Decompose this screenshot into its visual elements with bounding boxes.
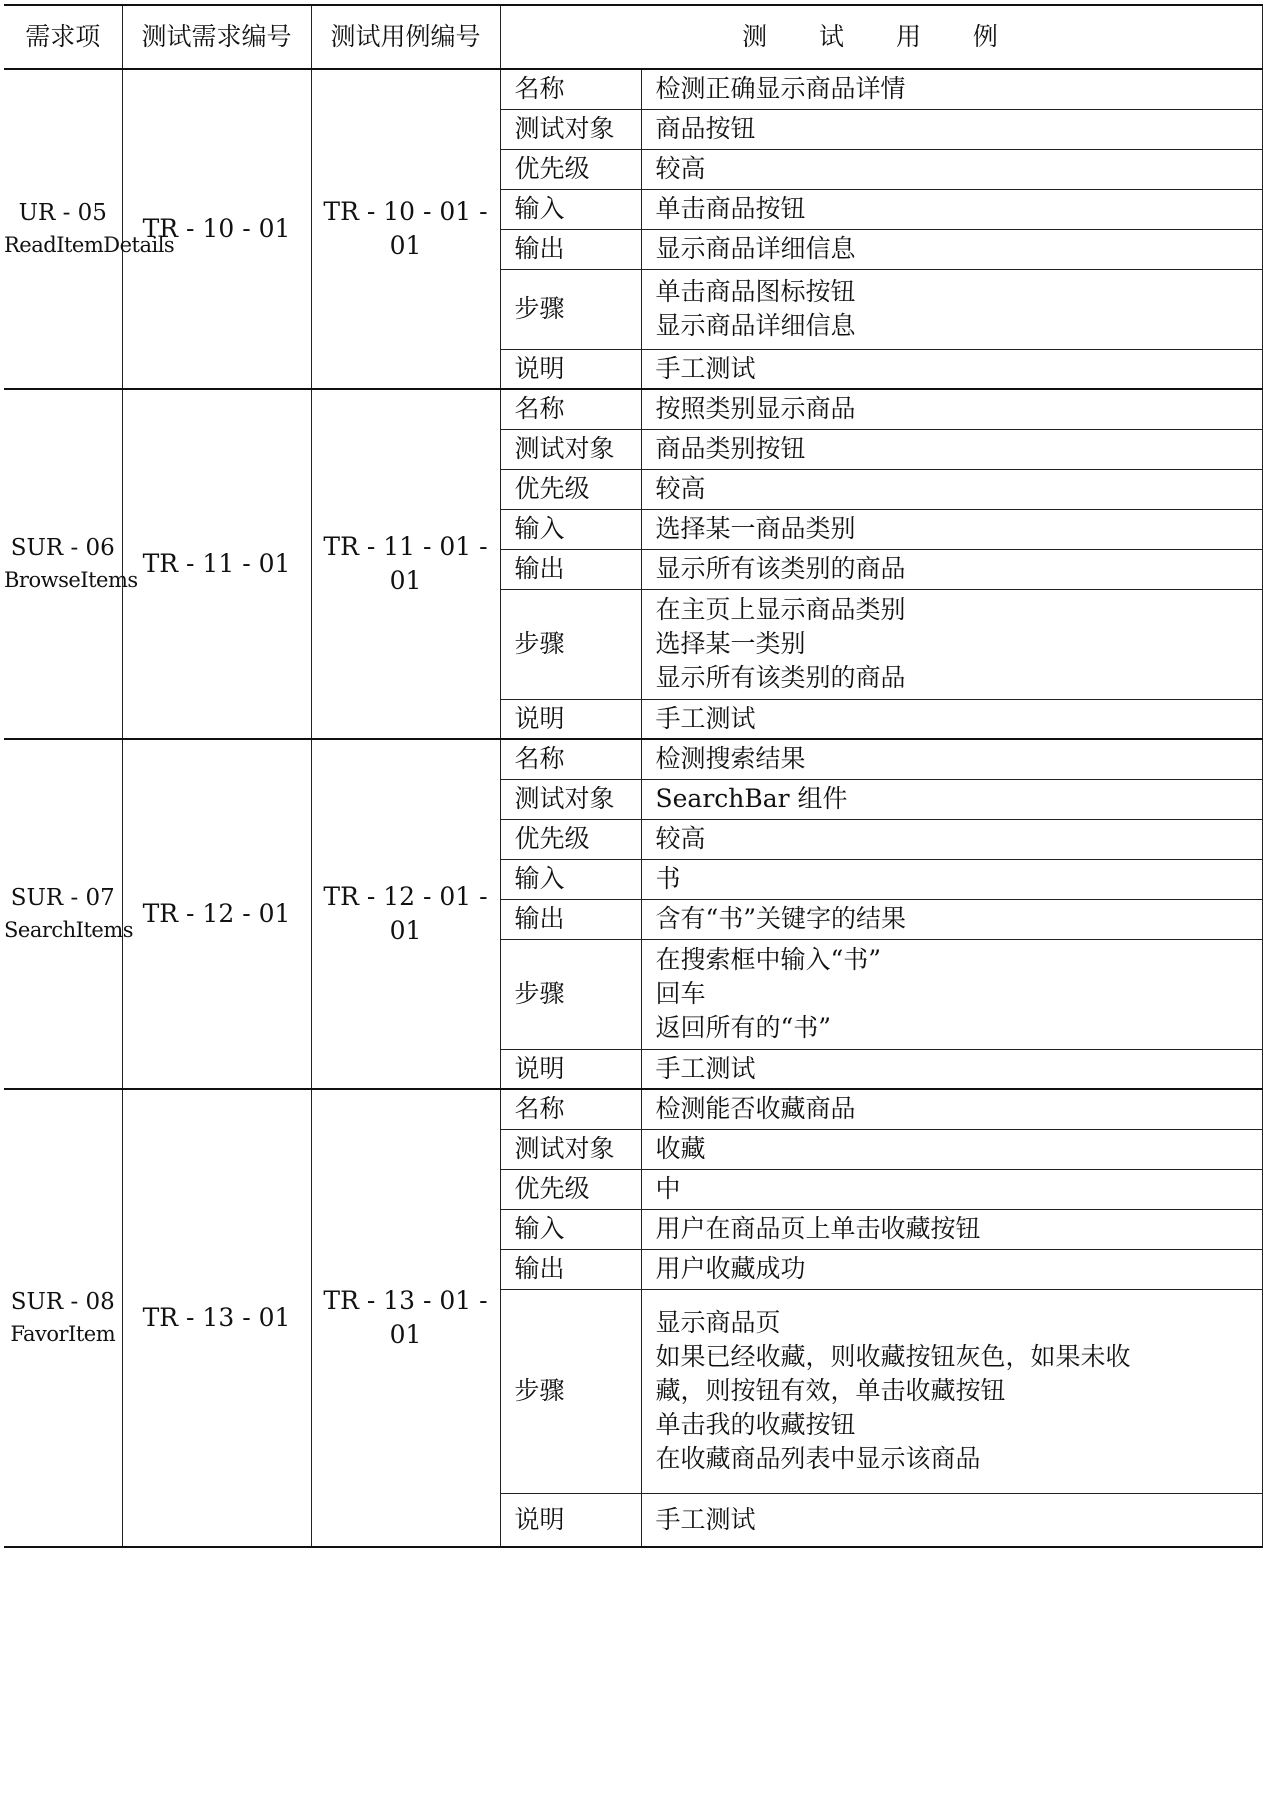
field-value bbox=[641, 1493, 1262, 1547]
test-case-group bbox=[4, 1089, 1262, 1547]
field-value bbox=[641, 1049, 1262, 1089]
value-line: 单击商品图标按钮 bbox=[655, 277, 856, 306]
table-row bbox=[4, 1089, 1262, 1129]
value-line: 显示商品详细信息 bbox=[655, 311, 856, 340]
value-line: 较高 bbox=[655, 474, 706, 503]
value-line: 显示所有该类别的商品 bbox=[655, 663, 906, 692]
value-line: 手工测试 bbox=[655, 353, 756, 383]
field-label: 说明 bbox=[500, 699, 641, 739]
field-value bbox=[641, 1209, 1262, 1249]
value-line: 中 bbox=[655, 1174, 681, 1203]
test-requirement-id: TR - 11 - 01 bbox=[122, 389, 311, 739]
field-label: 步骤 bbox=[500, 589, 641, 699]
test-case-id: TR - 10 - 01 - 01 bbox=[311, 69, 500, 389]
value-line: 商品按钮 bbox=[655, 114, 756, 143]
field-label: 优先级 bbox=[500, 1169, 641, 1209]
test-case-table bbox=[4, 4, 1263, 1548]
page bbox=[4, 4, 1262, 1548]
requirement-name: ReadItemDetails bbox=[4, 233, 175, 257]
header-req: 需求项 bbox=[4, 5, 122, 69]
value-line: 选择某一商品类别 bbox=[655, 514, 856, 543]
value-line: 检测搜索结果 bbox=[655, 744, 806, 774]
table-row bbox=[4, 389, 1262, 429]
value-line: 较高 bbox=[655, 824, 706, 853]
field-value bbox=[641, 739, 1262, 779]
value-line: 商品类别按钮 bbox=[655, 434, 806, 463]
field-label: 测试对象 bbox=[500, 1129, 641, 1169]
requirement-code: UR - 05 bbox=[18, 200, 107, 226]
field-label: 步骤 bbox=[500, 1289, 641, 1493]
value-line: 检测正确显示商品详情 bbox=[655, 74, 906, 104]
value-line: 收藏 bbox=[655, 1134, 706, 1163]
test-case-group bbox=[4, 69, 1262, 389]
field-label: 名称 bbox=[500, 739, 641, 779]
value-line: 单击商品按钮 bbox=[655, 194, 806, 223]
test-requirement-id: TR - 13 - 01 bbox=[122, 1089, 311, 1547]
field-value bbox=[641, 1129, 1262, 1169]
field-label: 说明 bbox=[500, 349, 641, 389]
requirement-name: BrowseItems bbox=[4, 568, 138, 592]
value-line: 用户在商品页上单击收藏按钮 bbox=[655, 1214, 981, 1243]
field-value bbox=[641, 699, 1262, 739]
field-value bbox=[641, 1089, 1262, 1129]
field-value bbox=[641, 549, 1262, 589]
table-row bbox=[4, 69, 1262, 109]
requirement-name: SearchItems bbox=[4, 918, 134, 942]
field-value bbox=[641, 859, 1262, 899]
value-line: 显示商品详细信息 bbox=[655, 234, 856, 263]
field-label: 优先级 bbox=[500, 819, 641, 859]
value-line: 显示所有该类别的商品 bbox=[655, 554, 906, 583]
field-label: 输出 bbox=[500, 1249, 641, 1289]
field-label: 说明 bbox=[500, 1493, 641, 1547]
value-line: 在收藏商品列表中显示该商品 bbox=[655, 1444, 981, 1473]
field-label: 步骤 bbox=[500, 269, 641, 349]
field-value bbox=[641, 939, 1262, 1049]
value-line: 手工测试 bbox=[655, 1504, 756, 1534]
field-label: 测试对象 bbox=[500, 429, 641, 469]
field-label: 输入 bbox=[500, 859, 641, 899]
field-label: 名称 bbox=[500, 389, 641, 429]
requirement-code: SUR - 07 bbox=[10, 885, 115, 911]
field-value bbox=[641, 779, 1262, 819]
header-test-case-id: 测试用例编号 bbox=[311, 5, 500, 69]
value-line: 单击我的收藏按钮 bbox=[655, 1410, 856, 1439]
value-line: 藏，则按钮有效，单击收藏按钮 bbox=[655, 1376, 1006, 1405]
field-label: 输出 bbox=[500, 229, 641, 269]
value-line: 在搜索框中输入“书” bbox=[655, 945, 882, 974]
value-line: 书 bbox=[655, 864, 681, 893]
value-line: 检测能否收藏商品 bbox=[655, 1094, 856, 1124]
value-line: 用户收藏成功 bbox=[655, 1254, 806, 1283]
field-value bbox=[641, 189, 1262, 229]
field-label: 名称 bbox=[500, 1089, 641, 1129]
field-label: 优先级 bbox=[500, 149, 641, 189]
field-value bbox=[641, 429, 1262, 469]
field-value bbox=[641, 149, 1262, 189]
value-line: 返回所有的“书” bbox=[655, 1013, 832, 1042]
requirement-name: FavorItem bbox=[10, 1322, 116, 1346]
field-value bbox=[641, 349, 1262, 389]
field-value bbox=[641, 269, 1262, 349]
value-line: 选择某一类别 bbox=[655, 629, 806, 658]
test-case-id: TR - 11 - 01 - 01 bbox=[311, 389, 500, 739]
table-header bbox=[4, 5, 1262, 69]
test-case-id: TR - 12 - 01 - 01 bbox=[311, 739, 500, 1089]
field-value bbox=[641, 1169, 1262, 1209]
field-value bbox=[641, 69, 1262, 109]
table-row bbox=[4, 739, 1262, 779]
field-label: 输出 bbox=[500, 899, 641, 939]
field-label: 步骤 bbox=[500, 939, 641, 1049]
field-label: 名称 bbox=[500, 69, 641, 109]
value-line: 按照类别显示商品 bbox=[655, 394, 856, 424]
field-label: 输入 bbox=[500, 1209, 641, 1249]
field-label: 输入 bbox=[500, 189, 641, 229]
header-test-case: 测 试 用 例 bbox=[500, 5, 1262, 69]
field-value bbox=[641, 389, 1262, 429]
header-test-req-id: 测试需求编号 bbox=[122, 5, 311, 69]
field-value bbox=[641, 509, 1262, 549]
test-case-id: TR - 13 - 01 - 01 bbox=[311, 1089, 500, 1547]
requirement-code: SUR - 08 bbox=[10, 1289, 115, 1315]
test-requirement-id: TR - 10 - 01 bbox=[122, 69, 311, 389]
value-line: SearchBar 组件 bbox=[655, 784, 848, 813]
value-line: 显示商品页 bbox=[655, 1308, 781, 1337]
field-value bbox=[641, 1249, 1262, 1289]
field-label: 输出 bbox=[500, 549, 641, 589]
requirement-cell bbox=[4, 1089, 122, 1547]
value-line: 手工测试 bbox=[655, 1053, 756, 1083]
field-label: 测试对象 bbox=[500, 109, 641, 149]
field-value bbox=[641, 819, 1262, 859]
field-value bbox=[641, 469, 1262, 509]
requirement-code: SUR - 06 bbox=[10, 535, 115, 561]
field-label: 优先级 bbox=[500, 469, 641, 509]
field-value bbox=[641, 1289, 1262, 1493]
value-line: 如果已经收藏，则收藏按钮灰色，如果未收 bbox=[655, 1342, 1131, 1371]
field-value bbox=[641, 899, 1262, 939]
requirement-cell bbox=[4, 389, 138, 739]
field-label: 输入 bbox=[500, 509, 641, 549]
test-requirement-id: TR - 12 - 01 bbox=[122, 739, 311, 1089]
value-line: 含有“书”关键字的结果 bbox=[655, 904, 907, 933]
requirement-cell bbox=[4, 69, 175, 389]
requirement-cell bbox=[4, 739, 134, 1089]
test-case-group bbox=[4, 739, 1262, 1089]
field-label: 测试对象 bbox=[500, 779, 641, 819]
field-value bbox=[641, 109, 1262, 149]
test-case-group bbox=[4, 389, 1262, 739]
field-value bbox=[641, 229, 1262, 269]
field-label: 说明 bbox=[500, 1049, 641, 1089]
value-line: 手工测试 bbox=[655, 703, 756, 733]
value-line: 在主页上显示商品类别 bbox=[655, 595, 906, 624]
field-value bbox=[641, 589, 1262, 699]
value-line: 回车 bbox=[655, 979, 706, 1008]
value-line: 较高 bbox=[655, 154, 706, 183]
